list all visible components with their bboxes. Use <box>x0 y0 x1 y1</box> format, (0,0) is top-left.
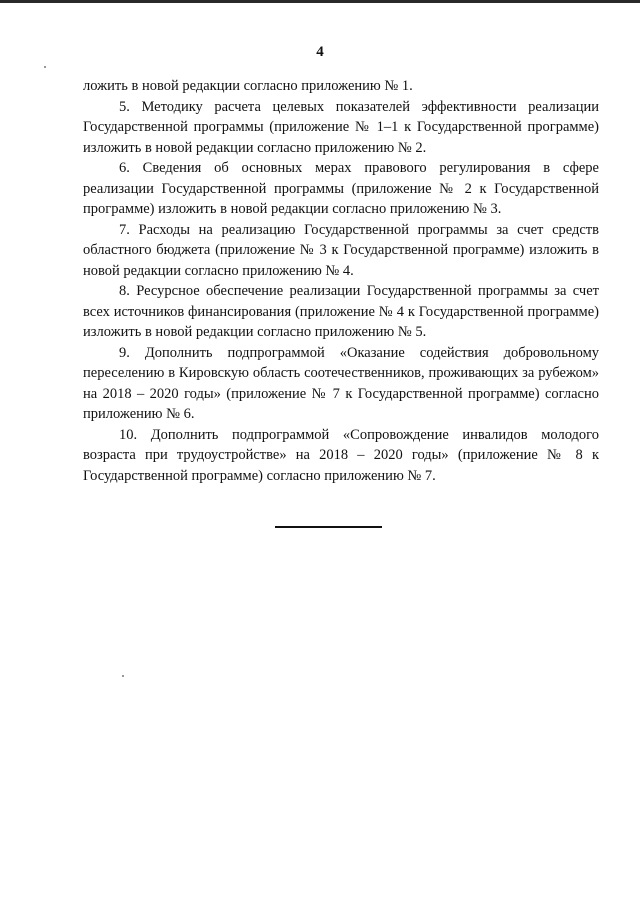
scan-speck <box>44 66 46 68</box>
scan-speck <box>122 675 124 677</box>
page-number: 4 <box>316 44 324 60</box>
document-body <box>83 76 599 486</box>
paragraph-item-8: 8. Ресурсное обеспечение реализации Государственной программы за счет всех источников финансирования (приложение № 4 к Государственной программе) изложить в новой редакции согласно приложению № 5. <box>83 283 599 340</box>
paragraph-continuation: ложить в новой редакции согласно приложению № 1. <box>83 78 413 94</box>
page-top-border <box>0 0 640 3</box>
paragraph-item-7: 7. Расходы на реализацию Государственной программы за счет средств областного бюджета (приложение № 3 к Государственной программе) изложить в новой редакции согласно приложению № 4. <box>83 221 599 279</box>
paragraph-item-9: 9. Дополнить подпрограммой «Оказание содействия добровольному переселению в Кировскую область соотечественников, проживающих за рубежом» на 2018 – 2020 годы» (приложение № 7 к Государственной программе) согласно приложению № 6. <box>83 344 599 422</box>
paragraph-item-10: 10. Дополнить подпрограммой «Сопровождение инвалидов молодого возраста при трудоустройстве» на 2018 – 2020 годы» (приложение № 8 к Государственной программе) согласно приложению № 7. <box>83 426 599 484</box>
paragraph-item-6: 6. Сведения об основных мерах правового регулирования в сфере реализации Государственной программы (приложение № 2 к Государственной программе) изложить в новой редакции согласно приложению № 3. <box>83 160 599 217</box>
paragraph-item-5: 5. Методику расчета целевых показателей эффективности реализации Государственной программы (приложение № 1–1 к Государственной программе) изложить в новой редакции согласно приложению № 2. <box>83 98 599 156</box>
closing-separator-line <box>275 526 382 528</box>
